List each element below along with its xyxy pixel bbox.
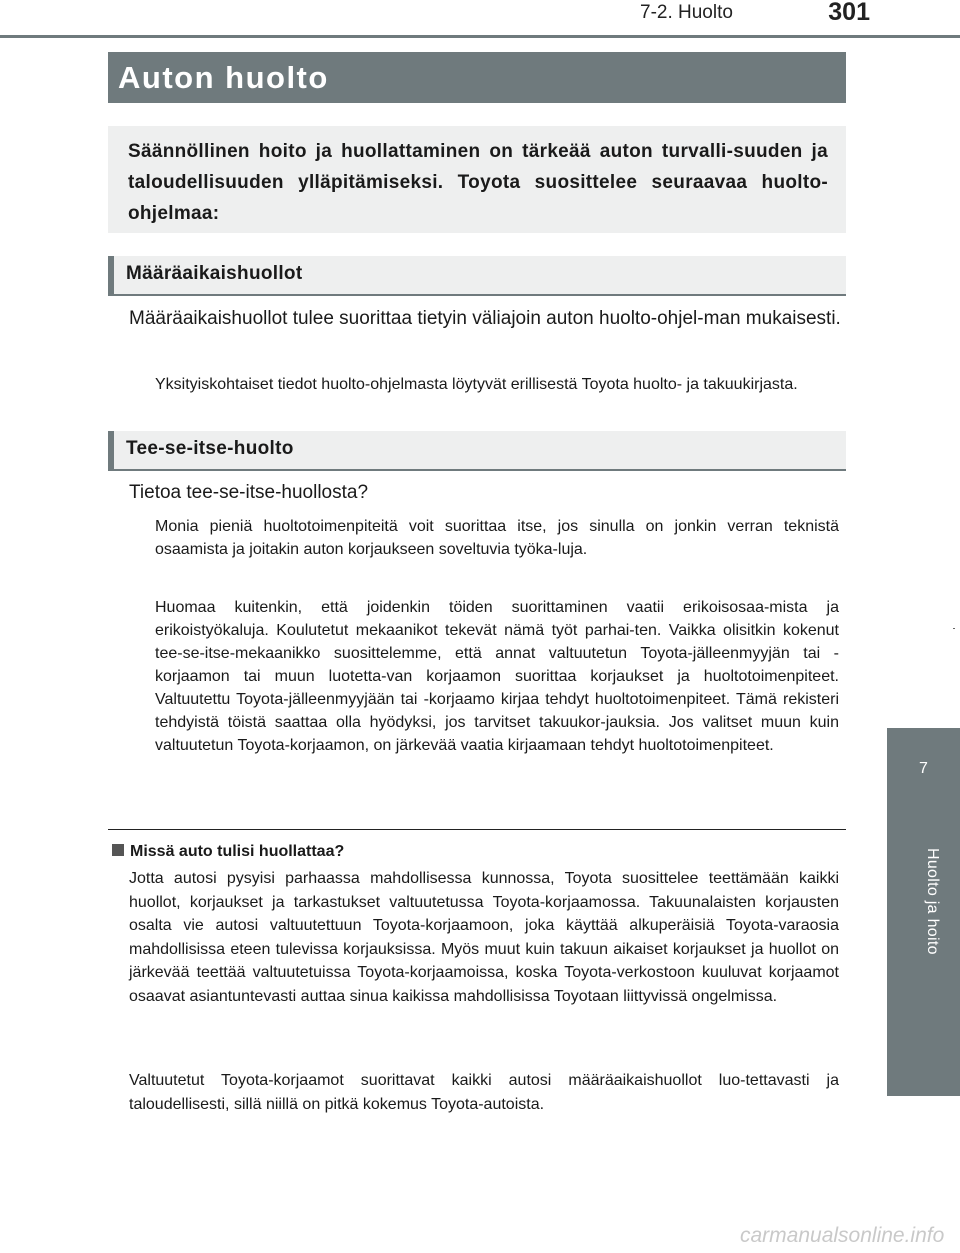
intro-panel xyxy=(108,126,846,233)
watermark: carmanualsonline.info xyxy=(740,1224,945,1247)
question-paragraph: Jotta autosi pysyisi parhaassa mahdollisessa kunnossa, Toyota suosittelee teettämään kaikki huollot, korjaukset ja tarkastukset valtuutetussa Toyota-korjaamossa. Takuunalaisten korjausten osalta vie autosi valtuutettuun Toyota-korjaamoon, joka käyttää alkuperäisiä Toyota-varaosia mahdollisissa eteen tulevissa korjauksissa. Myös muut kuin takuun aikaiset korjaukset ja huollot on järkevää teettää valtuutetuissa Toyota-korjaamoissa, koska Toyota-verkostoon kuuluvat korjaamot osaavat asiantuntevasti auttaa sinua kaikissa mahdollisissa Toyotaan liittyvissä ongelmissa. xyxy=(129,870,839,1005)
section-heading-rule xyxy=(108,294,846,296)
section-title: Tee-se-itse-huolto xyxy=(126,438,294,459)
section-heading-bar xyxy=(108,256,114,294)
header-rule xyxy=(0,35,960,38)
section-heading-bar xyxy=(108,431,114,469)
chapter-thumb-tab xyxy=(887,728,960,1096)
page-number: 301 xyxy=(828,0,870,26)
section-title: Määräaikaishuollot xyxy=(126,263,303,284)
section-paragraph: Huomaa kuitenkin, että joidenkin töiden suorittaminen vaatii erikoisosaa-mista ja erikoistyökaluja. Koulutetut mekaanikot tekevät nämä työt parhai-ten. Vaikka olisitkin kokenut tee-se-itse-mekaanikko suosittelemme, että annat valtuutetun Toyota-jälleenmyyjän tai -korjaamon tai muun luotetta-van korjaamon suorittaa korjaukset ja huoltotoimenpiteet. Valtuutettu Toyota-jälleenmyyjään tai -korjaamo kirjaa tehdyt huoltotoimenpiteet. Tämä rekisteri tehdyistä töistä saattaa olla hyödyksi, jos tarvitset takuukor-jauksia. Jos valitset muun kuin valtuutetun Toyota-korjaamon, on järkevää vaatia kirjaamaan tehdyt huoltotoimenpiteet. xyxy=(155,599,839,754)
section-heading-tee-se-itse xyxy=(108,431,846,469)
section-paragraph: Monia pieniä huoltotoimenpiteitä voit suorittaa itse, jos sinulla on jonkin verran teknistä osaamista ja joitakin auton korjaukseen soveltuvia työka-luja. xyxy=(155,518,839,558)
page-title: Auton huolto xyxy=(118,60,329,95)
section-paragraph: Yksityiskohtaiset tiedot huolto-ohjelmasta löytyvät erillisestä Toyota huolto- ja takuukirjasta. xyxy=(155,376,798,393)
chapter-number: 7 xyxy=(919,760,928,777)
section-lead: Tietoa tee-se-itse-huollosta? xyxy=(129,482,369,503)
header-section-title: 7-2. Huolto xyxy=(640,2,733,23)
section-heading-maaraikaishuollot xyxy=(108,256,846,294)
section-separator xyxy=(108,829,846,830)
section-lead: Määräaikaishuollot tulee suorittaa tietyin väliajoin auton huolto-ohjel-man mukaisesti. xyxy=(129,308,841,329)
question-heading xyxy=(112,841,344,863)
square-bullet-icon xyxy=(112,844,124,856)
intro-text: Säännöllinen hoito ja huollattaminen on tärkeää auton turvalli-suuden ja taloudellisuuden ylläpitämiseksi. Toyota suosittelee seuraavaa huolto-ohjelmaa: xyxy=(128,141,828,224)
page-title-banner xyxy=(108,52,846,103)
section-heading-rule xyxy=(108,469,846,471)
question-paragraph: Valtuutetut Toyota-korjaamot suorittavat kaikki autosi määräaikaishuollot luo-tettavasti ja taloudellisesti, sillä niillä on pitkä kokemus Toyota-autoista. xyxy=(129,1072,839,1113)
thumb-tab-mark xyxy=(953,628,955,629)
chapter-label: Huolto ja hoito xyxy=(924,848,941,955)
question-title: Missä auto tulisi huollattaa? xyxy=(130,843,345,860)
